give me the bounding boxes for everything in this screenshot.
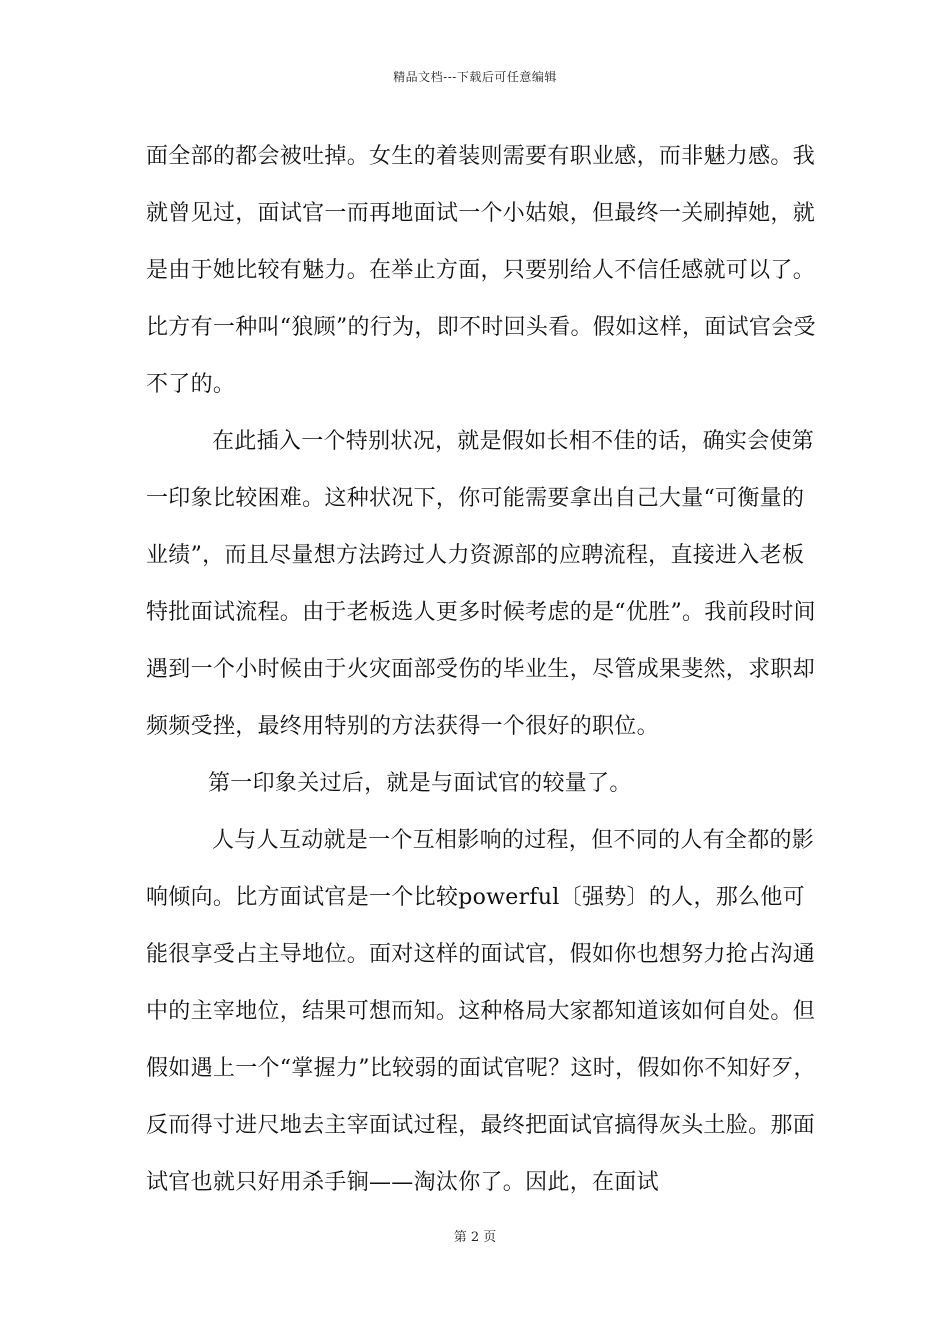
paragraph-2: 在此插入一个特别状况，就是假如长相不佳的话，确实会使第一印象比较困难。这种状况下，你可能需要拿出自己大量“可衡量的业绩”，而且尽量想方法跨过人力资源部的应聘流程，直接进入老板特批面试流程。由于老板选人更多时候考虑的是“优胜”。我前段时间遇到一个小时候由于火灾面部受伤的毕业生，尽管成果斐然，求职却频频受挫，最终用特别的方法获得一个很好的职位。	[146, 429, 816, 739]
paragraph-3: 第一印象关过后，就是与面试官的较量了。	[208, 771, 632, 796]
paragraph-1: 面全部的都会被吐掉。女生的着装则需要有职业感，而非魅力感。我就曾见过，面试官一而再地面试一个小姑娘，但最终一关刷掉她，就是由于她比较有魅力。在举止方面，只要别给人不信任感就可以了。比方有一种叫“狼顾”的行为，即不时回头看。假如这样，面试官会受不了的。	[146, 144, 816, 397]
page-number: 第 2 页	[453, 1230, 497, 1245]
page-header: 精品文档---下载后可任意编辑	[393, 70, 557, 84]
paragraph-4: 人与人互动就是一个互相影响的过程，但不同的人有全都的影响倾向。比方面试官是一个比较powerful〔强势〕的人，那么他可能很享受占主导地位。面对这样的面试官，假如你也想努力抢占沟通中的主宰地位，结果可想而知。这种格局大家都知道该如何自处。但假如遇上一个“掌握力”比较弱的面试官呢？这时，假如你不知好歹，反而得寸进尺地去主宰面试过程，最终把面试官搞得灰头土脸。那面试官也就只好用杀手锏——淘汰你了。因此，在面试	[146, 828, 816, 1195]
document-body	[146, 128, 826, 1211]
